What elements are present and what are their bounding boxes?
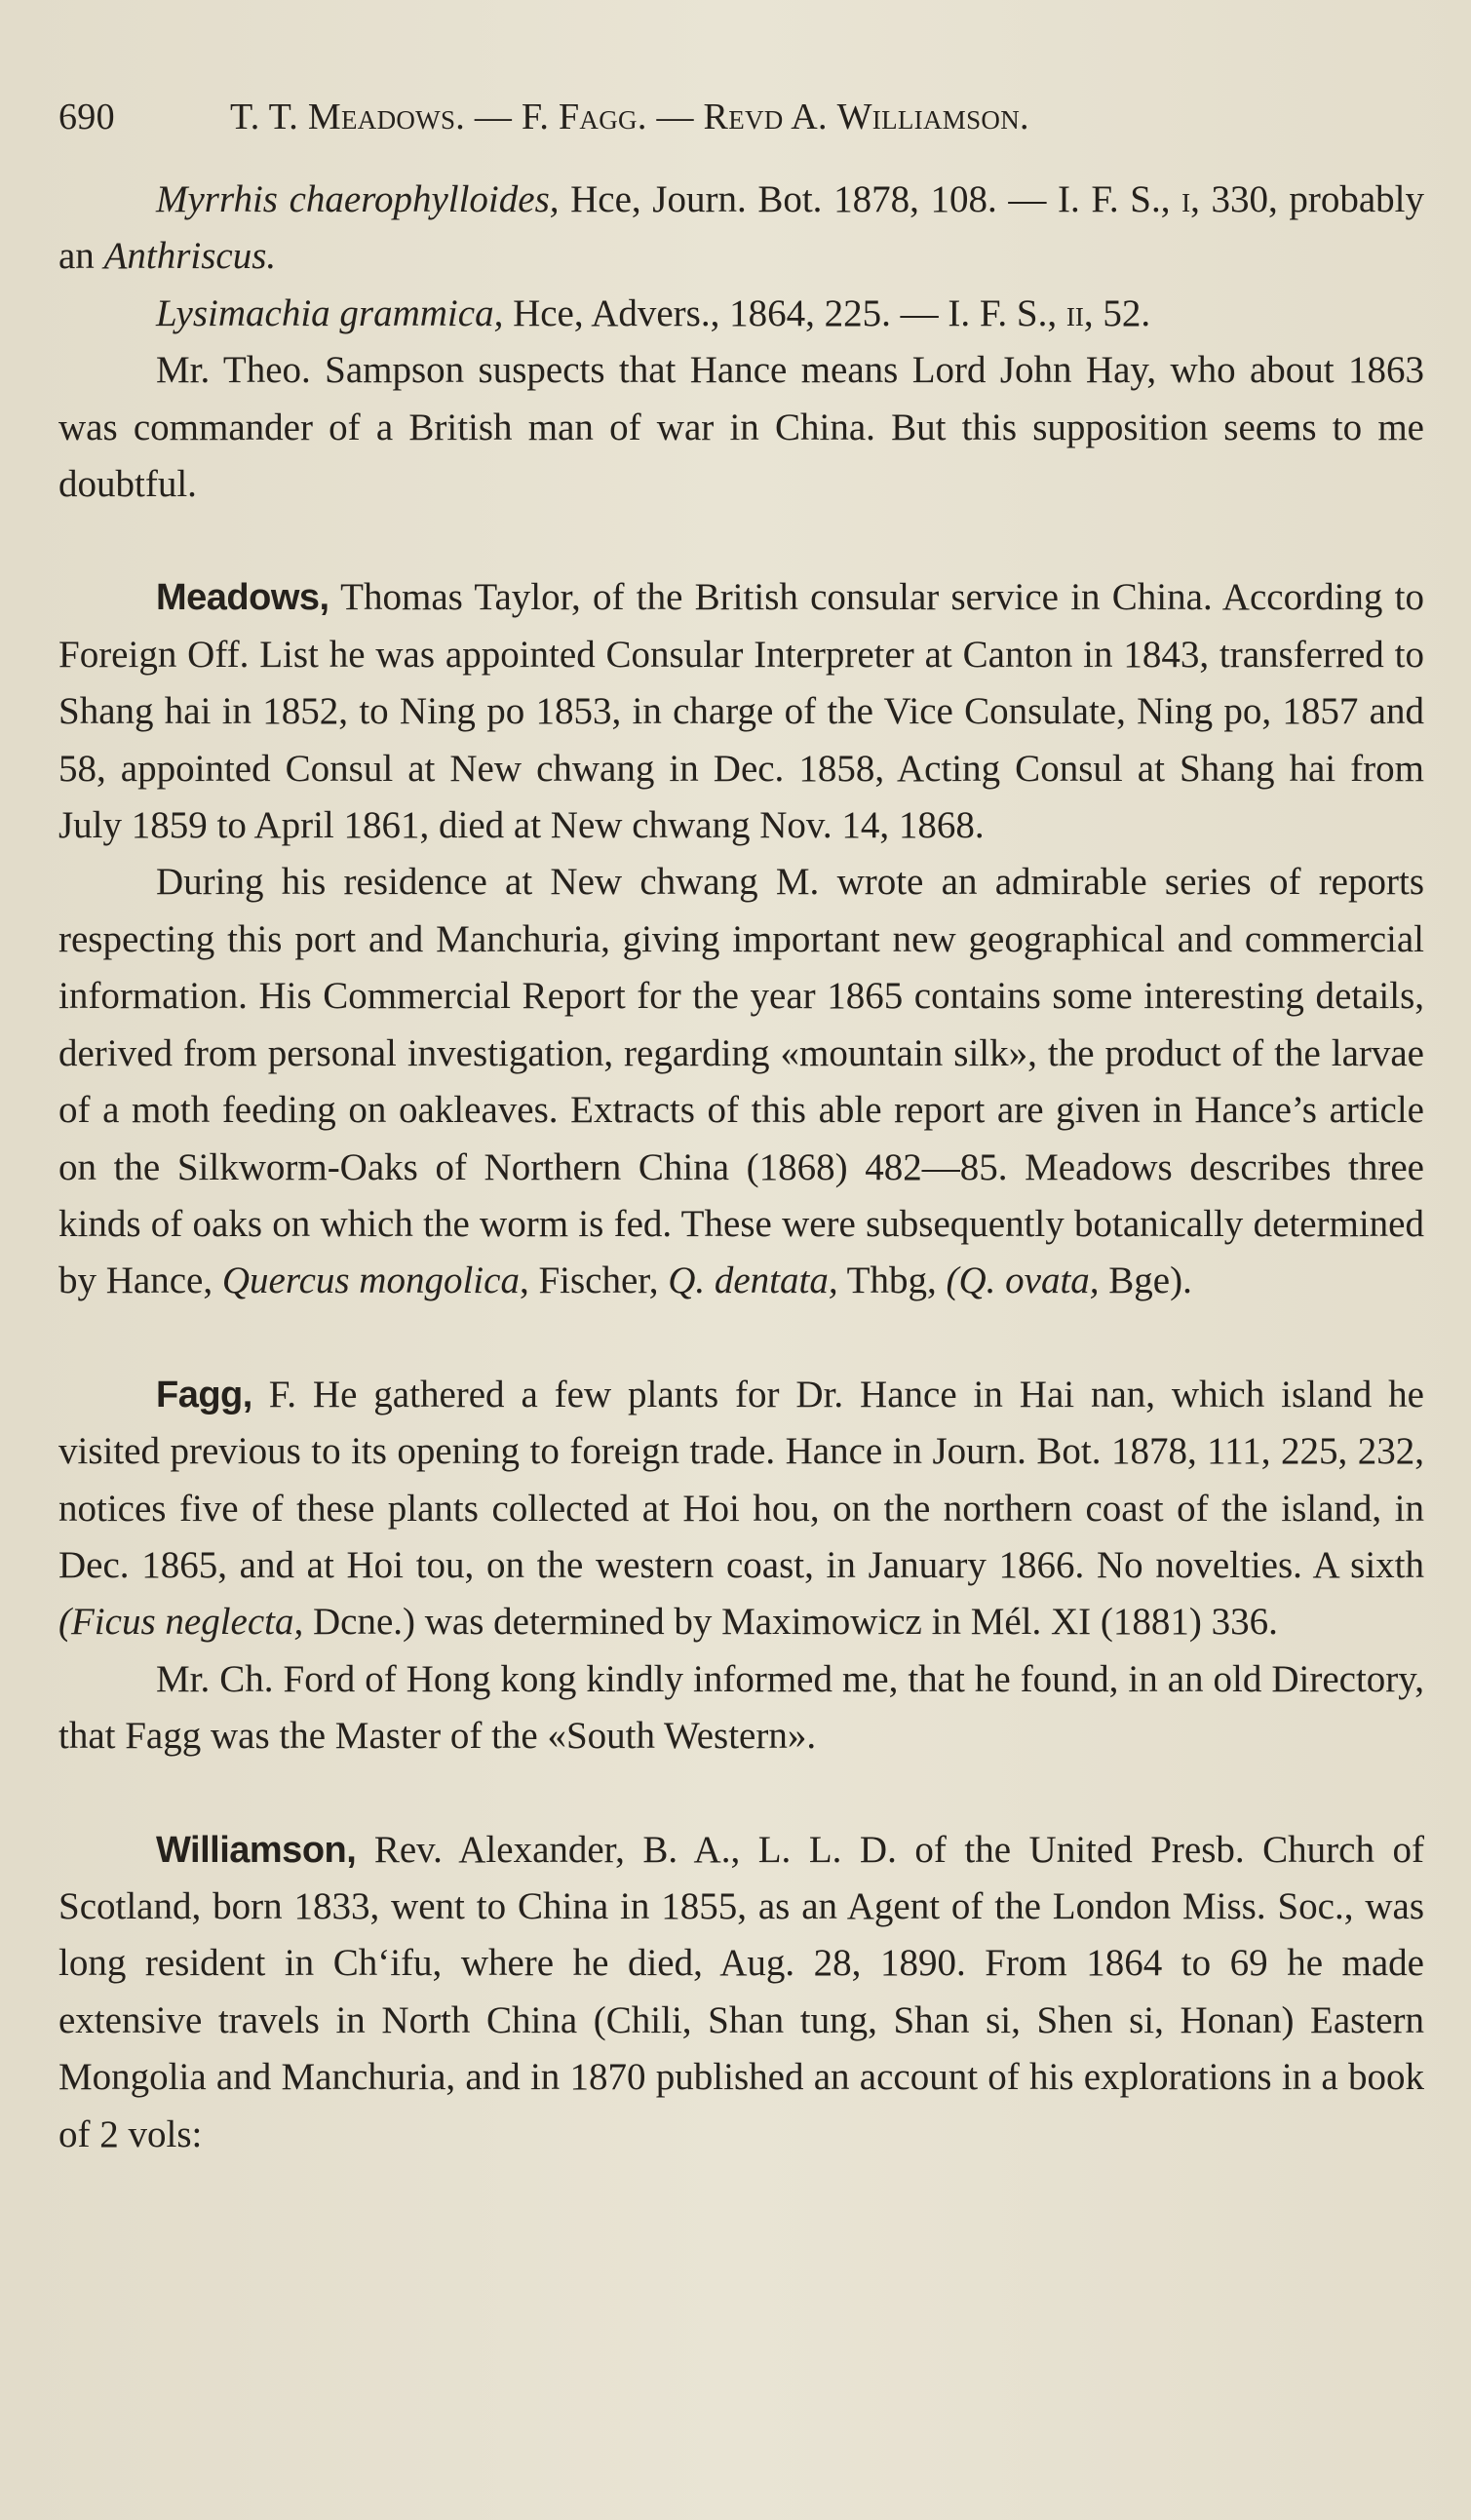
running-head-title: T. T. Meadows. — F. Fagg. — Revd A. Williamson. — [230, 97, 1029, 137]
text-run: Thomas Taylor, of the British consular service in China. According to Foreign Off. List he was appointed Consular Interpreter at Canton in 1843, transferred to Shang hai in 1852, to Ning po 1853, in charge of the Vice Consulate, Ning po, 1857 and 58, appointed Consul at New chwang in Dec. 1858, Acting Consul at Shang hai from July 1859 to April 1861, died at New chwang Nov. 14, 1868. — [58, 576, 1424, 847]
italic-text: (Q. ovata, — [946, 1260, 1100, 1302]
text-run: Hce, Journ. Bot. 1878, 108. — I. F. S., — [559, 178, 1182, 220]
text-run: Dcne.) was determined by Maximowicz in Mél. XI (1881) 336. — [303, 1601, 1278, 1644]
entry-heading: Fagg, — [156, 1374, 252, 1415]
text-run: Thbg, — [837, 1260, 947, 1302]
meadows-entry — [58, 569, 1424, 854]
roman-volume: i — [1181, 178, 1191, 220]
ford-paragraph — [58, 1651, 1424, 1765]
text-run: , 330, probably an — [58, 178, 1424, 278]
italic-text: Myrrhis chaerophylloides, — [156, 178, 560, 220]
sampson-paragraph — [58, 342, 1424, 513]
fagg-entry — [58, 1367, 1424, 1651]
italic-text: Anthriscus. — [103, 235, 277, 278]
text-run: During his residence at New chwang M. wrote an admirable series of reports respecting this port and Manchuria, giving important new geographical and commercial information. His Commercial Report for the year 1865 contains some interesting details, derived from personal investigation, regarding «mountain silk», the product of the larvae of a moth feeding on oakleaves. Extracts of this able report are given in Hance’s article on the Silkworm-Oaks of Northern China (1868) 482—85. Meadows describes three kinds of oaks on which the worm is fed. These were subsequently botanically determined by Hance, — [58, 861, 1424, 1302]
myrrhis-paragraph — [58, 172, 1424, 286]
text-run: Hce, Advers., 1864, 225. — I. F. S., — [503, 291, 1066, 334]
entry-heading: Williamson, — [156, 1829, 357, 1871]
text-run: , 52. — [1083, 291, 1151, 334]
page-number: 690 — [58, 97, 115, 137]
running-head — [58, 90, 1424, 144]
lysimachia-paragraph — [58, 286, 1424, 342]
text-run: Mr. Theo. Sampson suspects that Hance means Lord John Hay, who about 1863 was commander of a British man of war in China. But this supposition seems to me doubtful. — [58, 349, 1424, 506]
text-run: Bge). — [1099, 1260, 1192, 1302]
italic-text: Q. dentata, — [668, 1260, 838, 1302]
body-text — [58, 172, 1424, 2163]
roman-volume: ii — [1065, 291, 1084, 334]
italic-text: Lysimachia grammica, — [156, 291, 504, 334]
italic-text: Quercus mongolica — [221, 1260, 520, 1302]
text-run: , Fischer, — [519, 1260, 669, 1302]
williamson-entry — [58, 1822, 1424, 2163]
text-run: Mr. Ch. Ford of Hong kong kindly informed me, that he found, in an old Directory, that Fagg was the Master of the «South Western». — [58, 1657, 1424, 1758]
meadows-reports-paragraph — [58, 854, 1424, 1309]
entry-heading: Meadows, — [156, 577, 329, 619]
italic-text: (Ficus neglecta, — [58, 1601, 304, 1644]
text-run: F. He gathered a few plants for Dr. Hance in Hai nan, which island he visited previous to its opening to foreign trade. Hance in Journ. Bot. 1878, 111, 225, 232, notices five of these plants collected at Hoi hou, on the northern coast of the island, in Dec. 1865, and at Hoi tou, on the western coast, in January 1866. No novelties. A sixth — [58, 1373, 1424, 1586]
text-run: Rev. Alexander, B. A., L. L. D. of the United Presb. Church of Scotland, born 1833, went to China in 1855, as an Agent of the London Miss. Soc., was long resident in Ch‘ifu, where he died, Aug. 28, 1890. From 1864 to 69 he made extensive travels in North China (Chili, Shan tung, Shan si, Shen si, Honan) Eastern Mongolia and Manchuria, and in 1870 published an account of his explorations in a book of 2 vols: — [58, 1828, 1424, 2155]
